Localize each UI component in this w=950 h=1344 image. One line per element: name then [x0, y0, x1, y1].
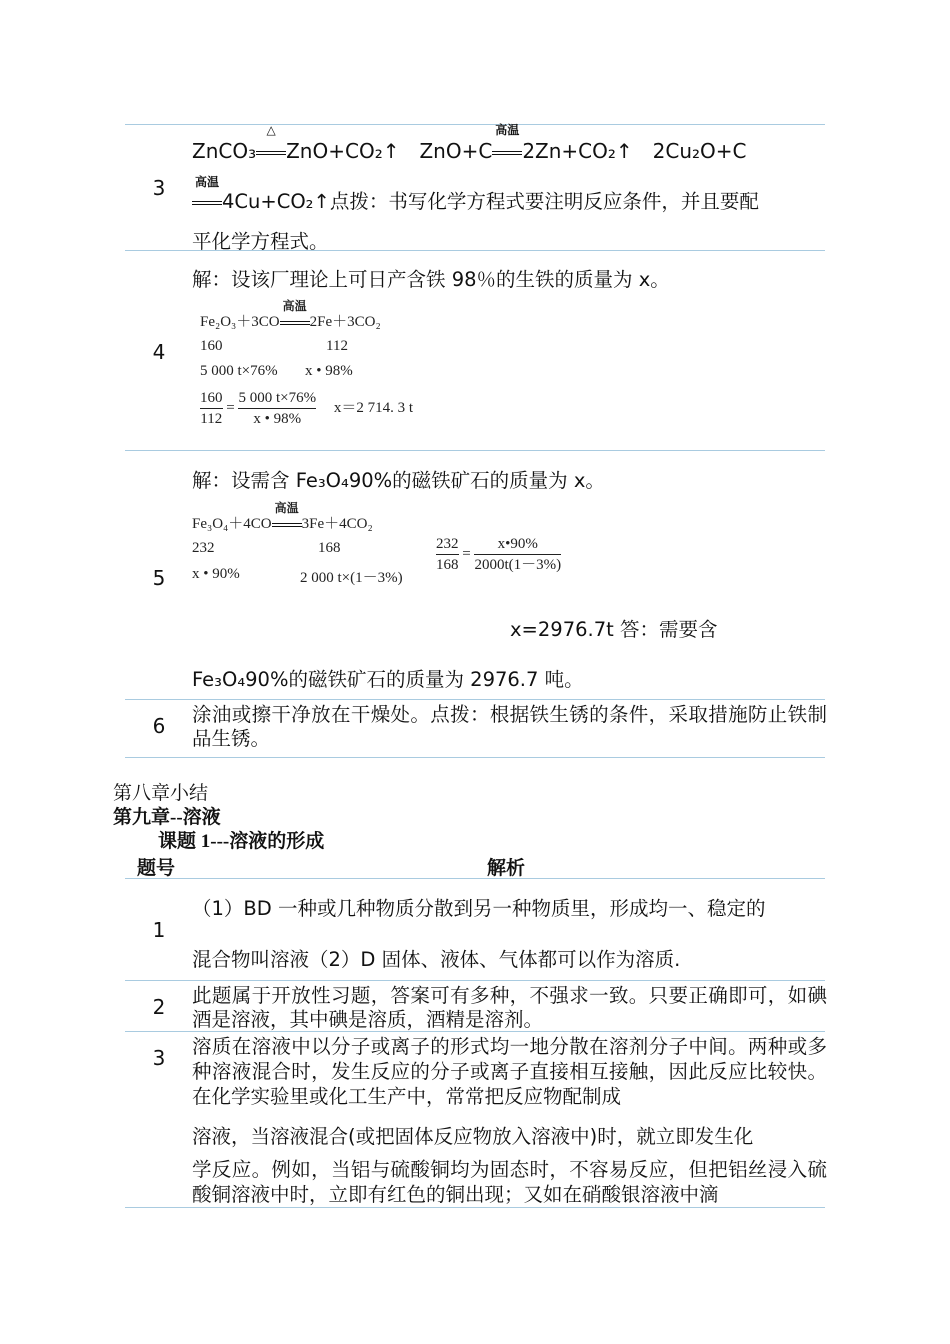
- row-number: 4: [152, 340, 166, 364]
- table-rule: [125, 250, 825, 251]
- column-header-analysis: 解析: [487, 858, 526, 879]
- answer-4-calculation: Fe₂O₃＋3CO 高温 2Fe＋3CO₂ 160 112 5 000 t×76% x • 98% $\frac{160}{112}$ = $\frac{5 000 t\times 76\%}{x • 98\%}$ x＝2 714. 3 t: [200, 299, 414, 427]
- table-rule: [125, 878, 825, 879]
- answer-3-line3: 平化学方程式。: [192, 230, 329, 253]
- row-number: 2: [152, 995, 166, 1019]
- eq-zinc-carbonate: ZnCO₃: [192, 139, 257, 163]
- answer-3-equations: [192, 123, 827, 164]
- table-rule: [125, 980, 825, 981]
- answer-3-line2: 高温 4Cu+CO₂↑点拨：书写化学方程式要注明反应条件，并且要配: [192, 186, 827, 214]
- answer-1-line2: 混合物叫溶液（2）D 固体、液体、气体都可以作为溶质.: [192, 948, 681, 971]
- table-rule: [125, 757, 825, 758]
- chapter-8-summary: 第八章小结: [113, 783, 209, 804]
- answer-3-para2: 溶液，当溶液混合(或把固体反应物放入溶液中)时，就立即发生化: [192, 1125, 754, 1148]
- reaction-condition: 高温: [192, 190, 222, 213]
- answer-1-line1: （1）BD 一种或几种物质分散到另一种物质里，形成均一、稳定的: [192, 897, 766, 920]
- answer-5-conclusion: Fe₃O₄90%的磁铁矿石的质量为 2976.7 吨。: [192, 668, 584, 691]
- row-number: 3: [152, 1046, 166, 1070]
- row-number: 6: [152, 714, 166, 738]
- reaction-condition: △: [256, 138, 286, 164]
- lesson-title: 课题 1---溶液的形成: [158, 831, 325, 852]
- table-rule: [125, 450, 825, 451]
- answer-2-text: 此题属于开放性习题，答案可有多种，不强求一致。只要正确即可，如碘酒是溶液，其中碘是溶质，酒精是溶剂。: [192, 984, 827, 1031]
- reaction-condition: 高温: [280, 314, 310, 331]
- table-rule: [125, 1031, 825, 1032]
- answer-5-intro: 解：设需含 Fe₃O₄90%的磁铁矿石的质量为 x。: [192, 469, 605, 492]
- table-rule: [125, 699, 825, 700]
- column-header-number: 题号: [137, 858, 176, 879]
- reaction-condition: 高温: [492, 138, 522, 164]
- chapter-9-title: 第九章--溶液: [113, 807, 221, 828]
- answer-5-calculation: Fe₃O₄＋4CO 高温 3Fe＋4CO₂ 232 168 x • 90% 2 000 t×(1－3%) $\frac{232}{168}$ = $\frac{x•90\%}{2000t(1-3\%)}$: [192, 501, 562, 586]
- eq-zinc-oxide: ZnO+CO₂↑ ZnO+C: [286, 139, 493, 163]
- answer-3-para3: 学反应。例如，当铝与硫酸铜均为固态时，不容易反应，但把铝丝浸入硫酸铜溶液中时，立即有红色的铜出现；又如在硝酸银溶液中滴: [192, 1158, 827, 1206]
- eq-copper-oxide: 2Zn+CO₂↑ 2Cu₂O+C: [522, 139, 747, 163]
- row-number: 3: [152, 176, 166, 200]
- answer-6-text: 涂油或擦干净放在干燥处。点拨：根据铁生锈的条件，采取措施防止铁制品生锈。: [192, 703, 827, 750]
- table-rule: [125, 124, 825, 125]
- answer-3-para1: 溶质在溶液中以分子或离子的形式均一地分散在溶剂分子中间。两种或多种溶液混合时，发生反应的分子或离子直接相互接触，因此反应比较快。在化学实验里或化工生产中，常常把反应物配制成: [192, 1035, 827, 1108]
- row-number: 5: [152, 566, 166, 590]
- reaction-condition: 高温: [272, 516, 302, 533]
- table-rule: [125, 1207, 825, 1208]
- answer-5-result: x=2976.7t 答：需要含: [510, 618, 718, 641]
- answer-4-intro: 解：设该厂理论上可日产含铁 98％的生铁的质量为 x。: [192, 268, 670, 291]
- row-number: 1: [152, 918, 166, 942]
